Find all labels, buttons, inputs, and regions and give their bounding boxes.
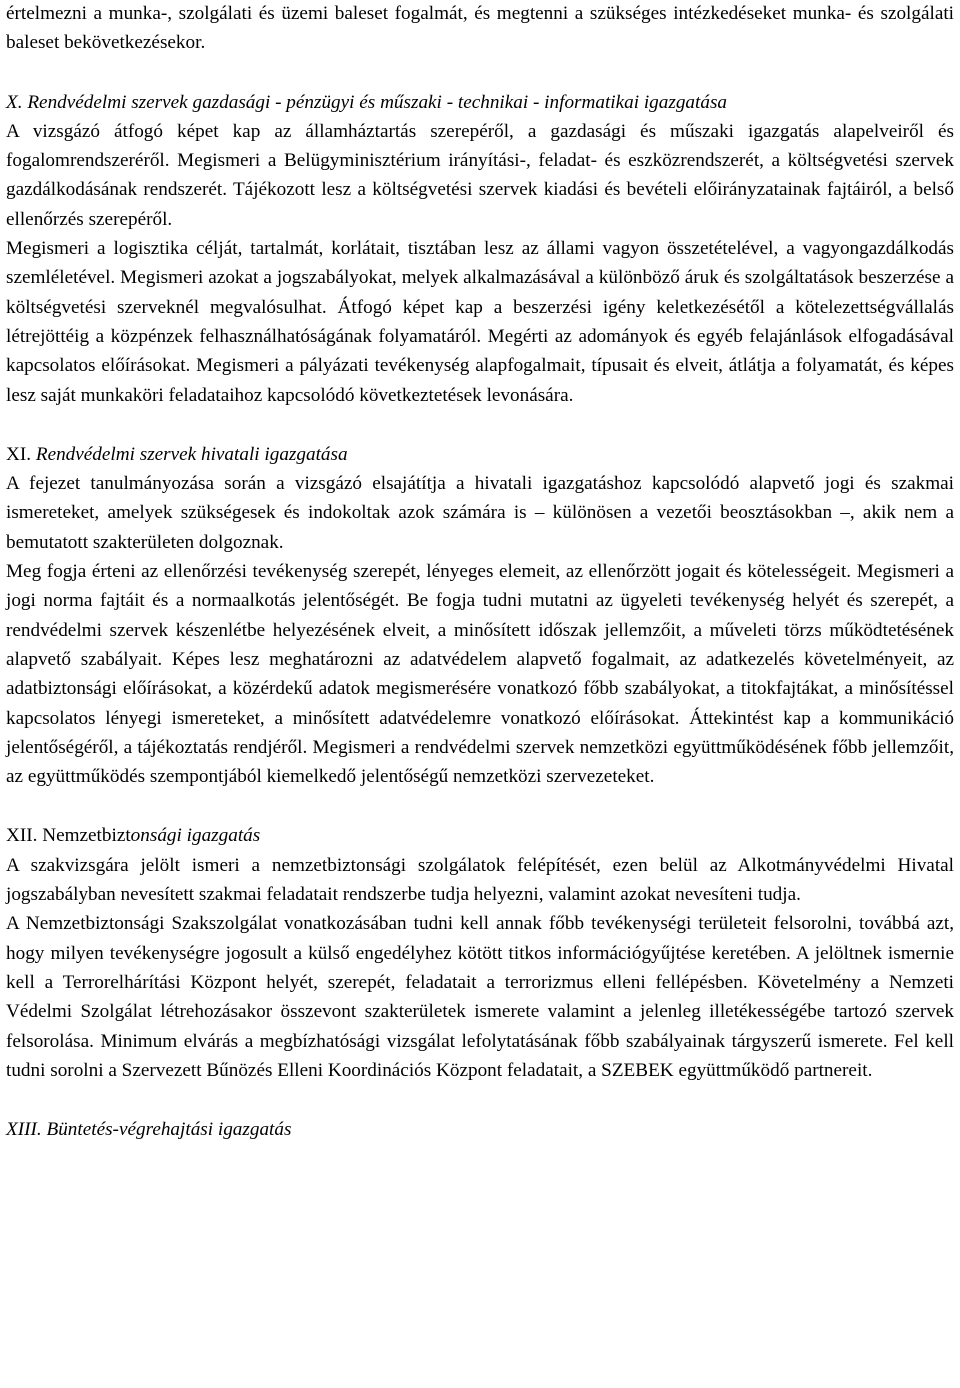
- section-xi-title: Rendvédelmi szervek hivatali igazgatása: [35, 443, 348, 465]
- section-xii-paragraph-2: A Nemzetbiztonsági Szakszolgálat vonatkozásában tudni kell annak főbb tevékenységi területeit felsorolni, továbbá azt, hogy milyen tevékenységre jogosult a külső engedélyhez kötött titkos információgyűjtése keretében. A jelöltnek ismernie kell a Terrorelhárítási Központ helyét, szerepét, feladatait a terrorizmus elleni fellépésben. Követelmény a Nemzeti Védelmi Szolgálat létrehozásakor összevont szakterületek ismerete valamint a jelenleg illetékességébe tartozó szervek felsorolása. Minimum elvárás a megbízhatósági vizsgálat lefolytatásának főbb szabályainak tárgyszerű ismerete. Fel kell tudni sorolni a Szervezett Bűnözés Elleni Koordinációs Központ feladatait, a SZEBEK együttműködő partnereit.: [6, 913, 954, 1081]
- section-xiii-title: Büntetés-végrehajtási igazgatás: [46, 1119, 292, 1141]
- section-xii-heading: [6, 821, 954, 850]
- section-x-heading: [6, 88, 954, 117]
- section-xii-title: onsági igazgatás: [130, 825, 261, 847]
- section-x-paragraph-1: A vizsgázó átfogó képet kap az államháztartás szerepéről, a gazdasági és műszaki igazgatás alapelveiről és fogalomrendszeréről. Megismeri a Belügyminisztérium irányítási-, feladat- és eszközrendszerét, a költségvetési szervek gazdálkodásának rendszerét. Tájékozott lesz a költségvetési szervek kiadási és bevételi előirányzatainak fajtáiról, a belső ellenőrzés szerepéről.: [6, 120, 954, 230]
- section-xii-number: XII. Nemzetbizt: [6, 825, 131, 847]
- section-x-title: Rendvédelmi szervek gazdasági - pénzügyi és műszaki - technikai - informatikai igazgatása: [27, 91, 728, 113]
- section-xi-heading: [6, 440, 954, 469]
- section-xiii-heading: [6, 1115, 954, 1144]
- section-xi-paragraph-1: A fejezet tanulmányozása során a vizsgázó elsajátítja a hivatali igazgatáshoz kapcsolódó alapvető jogi és szakmai ismereteket, amelyek szükségesek és indokoltak azok számára is – különösen a vezetői beosztásokban –, akik nem a bemutatott szakterületen dolgoznak.: [6, 473, 954, 553]
- section-xiii-number: XIII.: [6, 1119, 42, 1141]
- section-x-number: X.: [6, 91, 23, 113]
- section-xi-number: XI.: [6, 443, 32, 465]
- section-xi-paragraph-2: Meg fogja érteni az ellenőrzési tevékenység szerepét, lényeges elemeit, az ellenőrzött jogait és kötelességeit. Megismeri a jogi norma fajtáit és a normaalkotás jelentőségét. Be fogja tudni mutatni az ügyeleti tevékenység helyét és szerepét, a rendvédelmi szervek készenlétbe helyezésének elveit, a minősített időszak jellemzőit, a műveleti törzs működtetésének alapvető szabályait. Képes lesz meghatározni az adatvédelem alapvető fogalmait, az adatkezelés követelményeit, az adatbiztonsági előírásokat, a közérdekű adatok megismerésére vonatkozó főbb szabályokat, a titokfajtákat, a minősítéssel kapcsolatos lényegi ismereteket, a minősített adatvédelemre vonatkozó előírásokat. Áttekintést kap a kommunikáció jelentőségéről, a tájékoztatás rendjéről. Megismeri a rendvédelmi szervek nemzetközi együttműködésének főbb jellemzőit, az együttműködés szempontjából kiemelkedő jelentőségű nemzetközi szervezeteket.: [6, 561, 954, 788]
- intro-paragraph: értelmezni a munka-, szolgálati és üzemi baleset fogalmát, és megtenni a szükséges intézkedéseket munka- és szolgálati baleset bekövetkezésekor.: [6, 3, 954, 54]
- section-x-paragraph-2: Megismeri a logisztika célját, tartalmát, korlátait, tisztában lesz az állami vagyon összetételével, a vagyongazdálkodás szemléletével. Megismeri azokat a jogszabályokat, melyek alkalmazásával a különböző áruk és szolgáltatások beszerzése a költségvetési szerveknél megvalósulhat. Átfogó képet kap a beszerzési igény keletkezésétől a kötelezettségvállalás létrejöttéig a közpénzek felhasználhatóságának folyamatáról. Megérti az adományok és egyéb felajánlások elfogadásával kapcsolatos előírásokat. Megismeri a pályázati tevékenység alapfogalmait, típusait és elveit, átlátja a folyamatát, és képes lesz saját munkaköri feladataihoz kapcsolódó következtetések levonására.: [6, 238, 954, 406]
- section-xii-paragraph-1: A szakvizsgára jelölt ismeri a nemzetbiztonsági szolgálatok felépítését, ezen belül az Alkotmányvédelmi Hivatal jogszabályban nevesített szakmai feladatait rendszerbe tudja helyezni, valamint azokat nevesíteni tudja.: [6, 854, 954, 906]
